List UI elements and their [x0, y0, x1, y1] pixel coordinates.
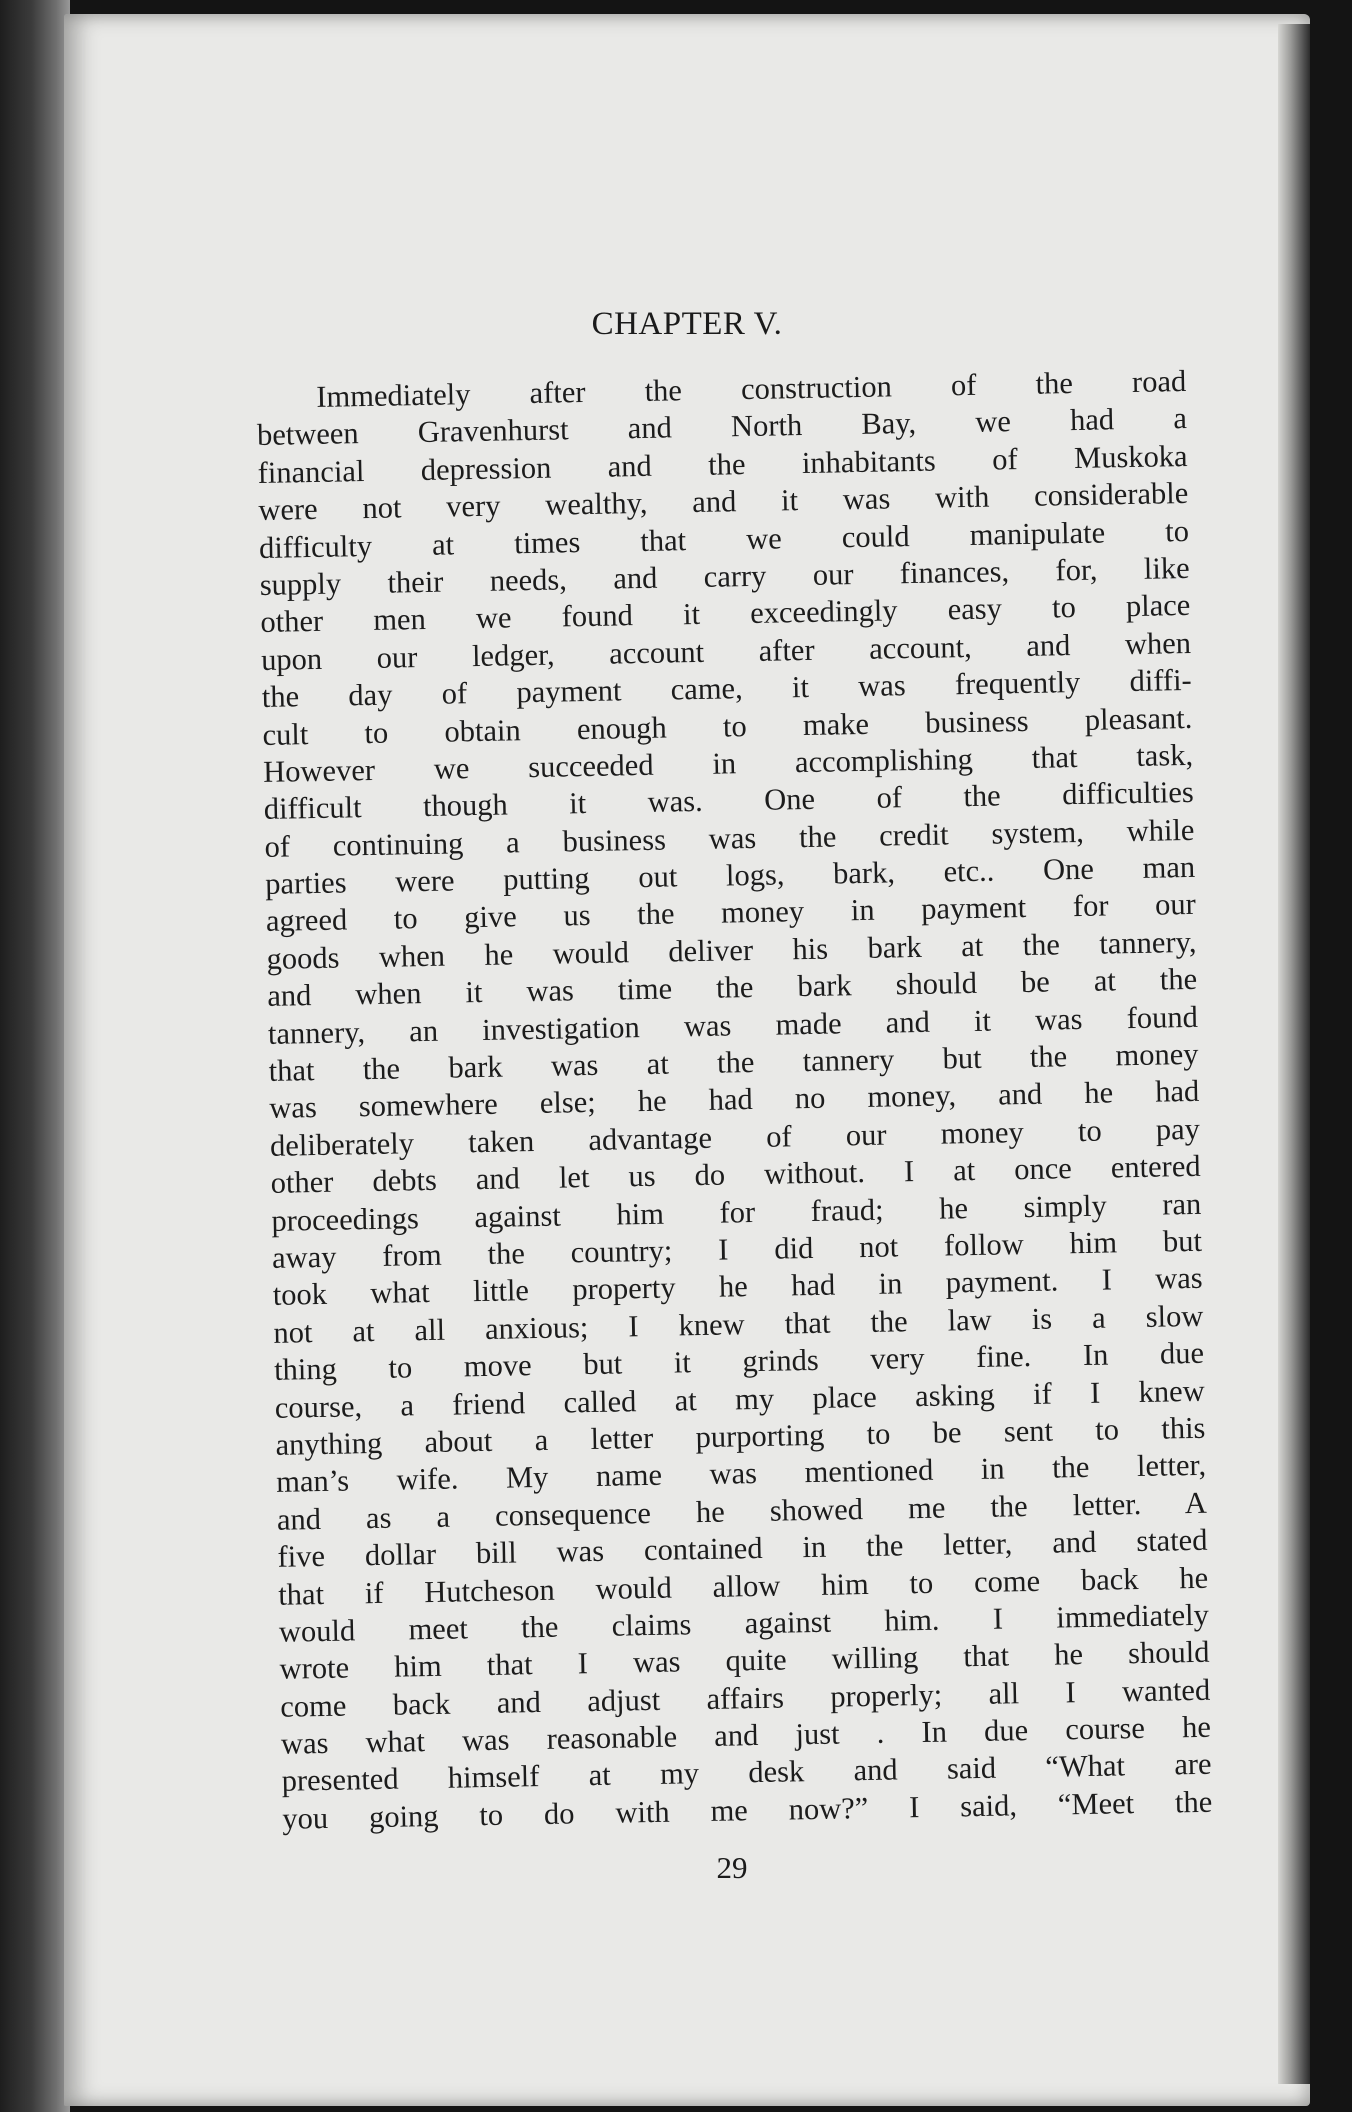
page-number: 29 — [716, 1850, 748, 1885]
text-line: you going to do with me now?” I said, “Meet the — [282, 1784, 1213, 1836]
text-line: wrote him that I was quite willing that he should — [279, 1635, 1210, 1687]
text-line: was somewhere else; he had no money, and he had — [269, 1074, 1200, 1126]
text-line: However we succeeded in accomplishing that task, — [262, 737, 1194, 789]
text-line: tannery, an investigation was made and it was found — [267, 999, 1199, 1051]
text-line: would meet the claims against him. I immediately — [278, 1597, 1210, 1649]
text-line: man’s wife. My name was mentioned in the letter, — [275, 1448, 1207, 1500]
text-line: that if Hutcheson would allow him to come back he — [277, 1560, 1209, 1612]
text-line: supply their needs, and carry our finances, for, like — [259, 550, 1190, 602]
text-line: difficult though it was. One of the difficulties — [263, 775, 1195, 827]
text-line: other debts and let us do without. I at once entered — [270, 1149, 1201, 1201]
body-text — [256, 363, 1213, 1838]
text-line: Immediately after the construction of the road — [316, 363, 1187, 414]
text-line: and when it was time the bark should be at the — [266, 962, 1198, 1014]
text-line: deliberately taken advantage of our money to pay — [269, 1111, 1201, 1163]
text-line: come back and adjust affairs properly; all I wanted — [279, 1672, 1211, 1724]
text-line: upon our ledger, account after account, and when — [260, 625, 1192, 677]
text-line: five dollar bill was contained in the letter, and stated — [277, 1522, 1208, 1574]
text-line: not at all anxious; I knew that the law is a slow — [273, 1298, 1204, 1350]
text-line: anything about a letter purporting to be sent to this — [275, 1410, 1206, 1462]
text-line: goods when he would deliver his bark at the tannery, — [266, 924, 1197, 976]
text-line: presented himself at my desk and said “What are — [281, 1747, 1212, 1799]
text-line: cult to obtain enough to make business pleasant. — [262, 700, 1193, 752]
text-line: the day of payment came, it was frequently diffi- — [261, 663, 1192, 715]
text-line: that the bark was at the tannery but the money — [268, 1036, 1199, 1088]
text-line: took what little property he had in payment. I was — [272, 1261, 1203, 1313]
text-line: difficulty at times that we could manipulate to — [258, 513, 1190, 565]
text-line: course, a friend called at my place asking if I knew — [274, 1373, 1205, 1425]
text-line: agreed to give us the money in payment for our — [265, 887, 1197, 939]
text-line: proceedings against him for fraud; he simply ran — [271, 1186, 1202, 1238]
text-line: of continuing a business was the credit system, while — [264, 812, 1195, 864]
text-line: financial depression and the inhabitants of Muskoka — [257, 438, 1188, 490]
book-page — [64, 14, 1310, 2106]
book-gutter — [0, 0, 70, 2112]
text-line: away from the country; I did not follow him but — [271, 1223, 1203, 1275]
text-line: parties were putting out logs, bark, etc.. One man — [264, 849, 1196, 901]
text-line: between Gravenhurst and North Bay, we had a — [256, 401, 1188, 453]
text-line: were not very wealthy, and it was with considerable — [258, 476, 1189, 528]
text-line: other men we found it exceedingly easy to place — [260, 588, 1191, 640]
text-line: was what was reasonable and just . In due course he — [280, 1709, 1212, 1761]
text-line: thing to move but it grinds very fine. In due — [273, 1335, 1205, 1387]
chapter-heading: CHAPTER V. — [591, 306, 783, 342]
text-line: and as a consequence he showed me the letter. A — [276, 1485, 1208, 1537]
